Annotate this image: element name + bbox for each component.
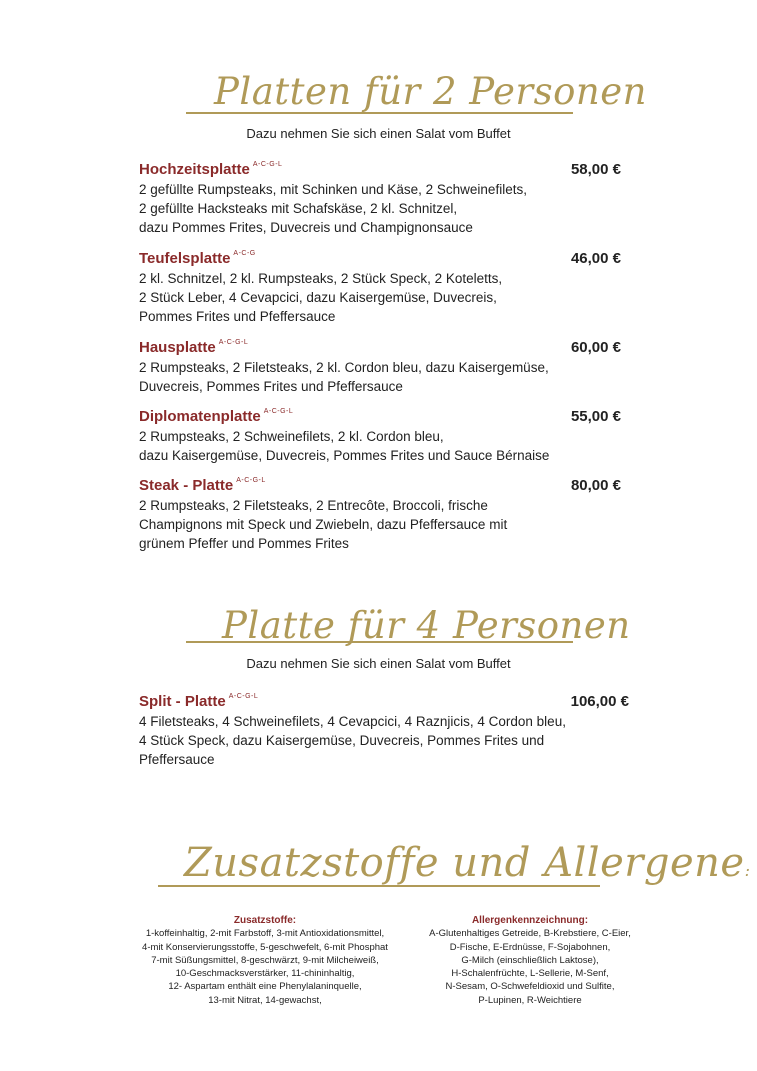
menu-item-name: Split - Platte: [139, 693, 226, 710]
menu-item-description: [139, 712, 629, 769]
description-line: 2 kl. Schnitzel, 2 kl. Rumpsteaks, 2 Stück Speck, 2 Koteletts,: [139, 271, 503, 286]
additives-line: 1-koffeinhaltig, 2-mit Farbstoff, 3-mit Antioxidationsmittel,: [145, 928, 385, 940]
description-line: 2 Stück Leber, 4 Cevapcici, dazu Kaisergemüse, Duvecreis,: [139, 290, 497, 305]
menu-item-name: Teufelsplatte: [139, 250, 231, 267]
menu-item: [139, 407, 621, 465]
section-title: Platte für 4 Personen: [222, 604, 631, 647]
description-line: dazu Pommes Frites, Duvecreis und Champignonsauce: [139, 220, 473, 235]
menu-item-price: 58,00 €: [570, 161, 621, 178]
allergen-codes: A-C-G: [233, 250, 256, 257]
allergens-line: H-Schalenfrüchte, L-Sellerie, M-Senf,: [451, 968, 609, 980]
menu-item-header: [139, 692, 629, 712]
description-line: 2 Rumpsteaks, 2 Filetsteaks, 2 kl. Cordon bleu, dazu Kaisergemüse,: [139, 360, 549, 375]
menu-item-description: [139, 180, 621, 237]
allergen-codes: A-C-G-L: [252, 161, 283, 168]
section-title: [184, 840, 750, 886]
additives-legend: [120, 914, 410, 1007]
description-line: Pfeffersauce: [139, 752, 215, 767]
description-line: Duvecreis, Pommes Frites und Pfeffersauce: [139, 379, 403, 394]
additives-heading: Zusatzstoffe:: [233, 915, 297, 926]
allergens-legend: [395, 914, 665, 1007]
menu-item: [139, 160, 621, 237]
allergen-codes: A-C-G-L: [228, 693, 259, 700]
description-line: 2 Rumpsteaks, 2 Filetsteaks, 2 Entrecôte, Broccoli, frische: [139, 498, 488, 513]
menu-item: [139, 692, 629, 769]
menu-item: [139, 338, 621, 396]
menu-item-header: [139, 160, 621, 180]
menu-item-price: 80,00 €: [570, 477, 621, 494]
menu-item-description: [139, 496, 621, 553]
menu-item-name: Hochzeitsplatte: [139, 161, 250, 178]
section-subtitle: Dazu nehmen Sie sich einen Salat vom Buffet: [246, 656, 511, 671]
allergens-line: G-Milch (einschließlich Laktose),: [461, 954, 599, 966]
allergen-codes: A-C-G-L: [236, 477, 266, 484]
menu-item-description: [139, 427, 621, 465]
section-title-text: Zusatzstoffe und Allergene: [184, 840, 745, 886]
title-underline: [186, 112, 573, 114]
additives-line: 4-mit Konservierungsstoffe, 5-geschwefelt, 6-mit Phosphat: [142, 941, 388, 953]
description-line: Pommes Frites und Pfeffersauce: [139, 309, 336, 324]
description-line: 4 Filetsteaks, 4 Schweinefilets, 4 Cevapcici, 4 Raznjicis, 4 Cordon bleu,: [139, 714, 566, 729]
description-line: 2 gefüllte Rumpsteaks, mit Schinken und Käse, 2 Schweinefilets,: [139, 182, 527, 197]
description-line: grünem Pfeffer und Pommes Frites: [139, 536, 349, 551]
description-line: 2 Rumpsteaks, 2 Schweinefilets, 2 kl. Cordon bleu,: [139, 429, 444, 444]
additives-line: 13-mit Nitrat, 14-gewachst,: [208, 994, 322, 1006]
menu-item: [139, 249, 621, 326]
additives-line: 12- Aspartam enthält eine Phenylalaninquelle,: [168, 981, 362, 993]
allergen-codes: A-C-G-L: [218, 339, 249, 346]
additives-line: 7-mit Süßungsmittel, 8-geschwärzt, 9-mit Milcheiweiß,: [151, 954, 379, 966]
menu-item-header: [139, 338, 621, 358]
section-title-suffix: :: [744, 861, 751, 880]
allergens-line: N-Sesam, O-Schwefeldioxid und Sulfite,: [445, 981, 615, 993]
allergens-line: D-Fische, E-Erdnüsse, F-Sojabohnen,: [449, 941, 611, 953]
menu-item-name: Steak - Platte: [139, 477, 234, 494]
title-underline: [158, 885, 600, 887]
description-line: dazu Kaisergemüse, Duvecreis, Pommes Frites und Sauce Bérnaise: [139, 448, 550, 463]
menu-item-price: 106,00 €: [570, 693, 629, 710]
menu-item-price: 46,00 €: [570, 250, 621, 267]
allergen-codes: A-C-G-L: [263, 408, 294, 415]
menu-item-header: [139, 407, 621, 427]
menu-item-name: Hausplatte: [139, 339, 216, 356]
description-line: 2 gefüllte Hacksteaks mit Schafskäse, 2 kl. Schnitzel,: [139, 201, 458, 216]
menu-item-header: [139, 249, 621, 269]
menu-item-price: 60,00 €: [570, 339, 621, 356]
menu-item-description: [139, 269, 621, 326]
menu-item-price: 55,00 €: [570, 408, 621, 425]
menu-item-name: Diplomatenplatte: [139, 408, 261, 425]
allergens-line: A-Glutenhaltiges Getreide, B-Krebstiere, C-Eier,: [429, 928, 631, 940]
section-title: Platten für 2 Personen: [214, 70, 647, 113]
allergens-heading: Allergenkennzeichnung:: [471, 915, 589, 926]
menu-item: [139, 476, 621, 553]
additives-line: 10-Geschmacksverstärker, 11-chininhaltig,: [175, 968, 355, 980]
menu-item-description: [139, 358, 621, 396]
description-line: Champignons mit Speck und Zwiebeln, dazu Pfeffersauce mit: [139, 517, 508, 532]
allergens-line: P-Lupinen, R-Weichtiere: [478, 994, 582, 1006]
menu-item-header: [139, 476, 621, 496]
section-subtitle: Dazu nehmen Sie sich einen Salat vom Buffet: [246, 126, 511, 141]
title-underline: [186, 641, 573, 643]
description-line: 4 Stück Speck, dazu Kaisergemüse, Duvecreis, Pommes Frites und: [139, 733, 545, 748]
